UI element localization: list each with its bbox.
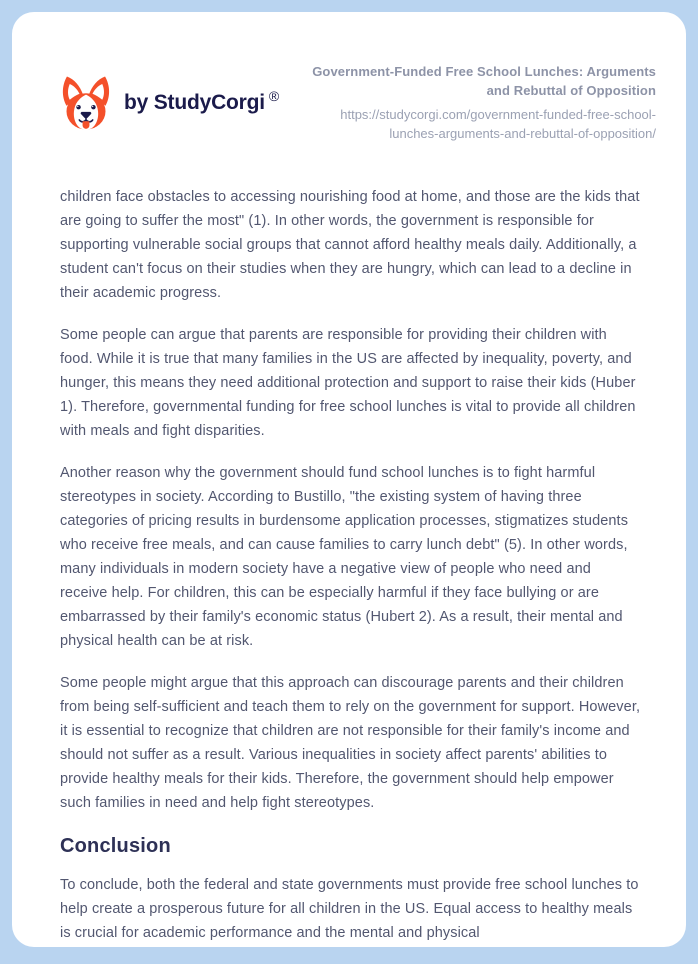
studycorgi-logo[interactable] — [60, 76, 279, 130]
body-paragraph: Another reason why the government should fund school lunches is to fight harmful stereotypes in society. According to Bustillo, "the existing system of having three categories of pricing results in burdensome application processes, stigmatizes students who receive free meals, and can cause families to carry lunch debt" (5). In other words, many individuals in modern society have a negative view of people who need and receive help. For children, this can be especially harmful if they face bullying or are embarrassed by their family's economic status (Hubert 2). As a result, their mental and physical health can be at risk. — [60, 465, 629, 649]
document-url-link[interactable]: https://studycorgi.com/government-funded-free-school-lunches-arguments-and-rebuttal-of-opposition/ — [340, 107, 656, 141]
document-header — [12, 12, 686, 143]
document-card — [12, 12, 686, 947]
brand-text: by StudyCorgi ® — [124, 87, 280, 114]
conclusion-heading: Conclusion — [60, 835, 171, 857]
document-body — [12, 143, 686, 945]
registered-trademark-mark: ® — [268, 87, 280, 104]
conclusion-paragraph: To conclude, both the federal and state governments must provide free school lunches to help create a prosperous future for all children in the US. Equal access to healthy meals is crucial for academic performance and the mental and physical — [60, 877, 639, 941]
document-meta — [298, 62, 656, 143]
body-paragraph: Some people can argue that parents are responsible for providing their children with food. While it is true that many families in the US are affected by inequality, poverty, and hunger, this means they need additional protection and support to raise their kids (Huber 1). Therefore, governmental funding for free school lunches is vital to provide all children with meals and fight disparities. — [60, 327, 636, 439]
body-paragraph: Some people might argue that this approach can discourage parents and their children from being self-sufficient and teach them to rely on the government for support. However, it is essential to recognize that children are not responsible for their family's income and should not suffer as a result. Various inequalities in society affect parents' abilities to provide healthy meals for their kids. Therefore, the government should help empower such families in need and help fight stereotypes. — [60, 675, 641, 811]
body-paragraph: children face obstacles to accessing nourishing food at home, and those are the kids that are going to suffer the most" (1). In other words, the government is responsible for supporting vulnerable social groups that cannot afford healthy meals daily. Additionally, a student can't focus on their studies when they are hungry, which can lead to a decline in their academic progress. — [60, 189, 640, 301]
document-title: Government-Funded Free School Lunches: Arguments and Rebuttal of Opposition — [312, 64, 656, 98]
corgi-logo-icon — [60, 76, 112, 130]
